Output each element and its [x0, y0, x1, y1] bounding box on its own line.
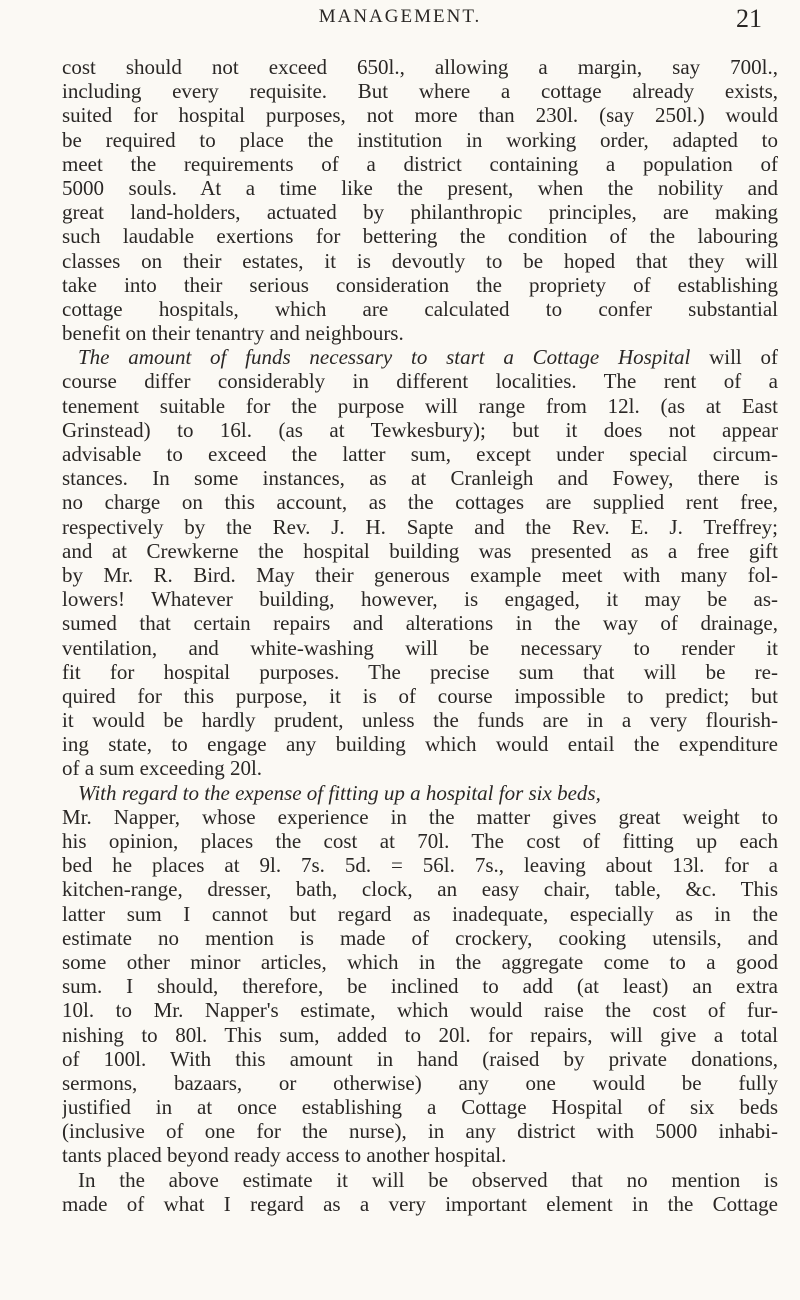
text-line: fit for hospital purposes. The precise sum that will be re-	[62, 659, 778, 684]
paragraph-cost-estimate	[62, 55, 778, 345]
text-line: by Mr. R. Bird. May their generous example meet with many fol-	[62, 562, 778, 587]
text-line: ventilation, and white-washing will be necessary to render it	[62, 635, 778, 660]
text-line: Grinstead) to 16l. (as at Tewkesbury); but it does not appear	[62, 417, 778, 442]
text-line: course differ considerably in different localities. The rent of a	[62, 369, 778, 394]
text-line: suited for hospital purposes, not more than 230l. (say 250l.) would	[62, 103, 778, 128]
lead-rest: will of	[690, 345, 778, 370]
text-line: bed he places at 9l. 7s. 5d. = 56l. 7s., leaving about 13l. for a	[62, 853, 778, 878]
italic-lead: The amount of funds necessary to start a Cottage Hospital	[78, 345, 691, 370]
text-line: respectively by the Rev. J. H. Sapte and the Rev. E. J. Treffrey;	[62, 514, 778, 539]
running-title: MANAGEMENT.	[318, 6, 482, 27]
text-line: no charge on this account, as the cottages are supplied rent free,	[62, 490, 778, 515]
text-line: (inclusive of one for the nurse), in any district with 5000 inhabi-	[62, 1119, 778, 1144]
text-line: cottage hospitals, which are calculated to confer substantial	[62, 296, 778, 321]
text-line: great land-holders, actuated by philanthropic principles, are making	[62, 200, 778, 225]
text-line: cost should not exceed 650l., allowing a margin, say 700l.,	[62, 55, 778, 79]
text-line: classes on their estates, it is devoutly to be hoped that they will	[62, 248, 778, 273]
text-line: 5000 souls. At a time like the present, when the nobility and	[62, 175, 778, 200]
text-line: be required to place the institution in working order, adapted to	[62, 127, 778, 152]
text-line: some other minor articles, which in the aggregate come to a good	[62, 949, 778, 974]
paragraph-above-estimate	[62, 1168, 778, 1216]
page-number: 21	[736, 4, 762, 33]
text-line: In the above estimate it will be observed that no mention is	[78, 1167, 778, 1192]
paragraph-fitting-expense	[62, 781, 778, 1168]
text-line: lowers! Whatever building, however, is engaged, it may be as-	[62, 587, 778, 612]
text-line: sum. I should, therefore, be inclined to add (at least) an extra	[62, 974, 778, 999]
text-line: estimate no mention is made of crockery, cooking utensils, and	[62, 925, 778, 950]
text-line: nishing to 80l. This sum, added to 20l. for repairs, will give a total	[62, 1022, 778, 1047]
text-line: Mr. Napper, whose experience in the matter gives great weight to	[62, 804, 778, 829]
text-line: and at Crewkerne the hospital building was presented as a free gift	[62, 538, 778, 563]
text-line: it would be hardly prudent, unless the funds are in a very flourish-	[62, 708, 778, 733]
paragraph-lead-line	[62, 781, 778, 805]
text-line: ing state, to engage any building which would entail the expenditure	[62, 732, 778, 757]
text-line: such laudable exertions for bettering the condition of the labouring	[62, 224, 778, 249]
text-line: meet the requirements of a district containing a population of	[62, 151, 778, 176]
paragraph-amount-of-funds	[62, 345, 778, 780]
paragraph-lead-line	[62, 345, 778, 369]
running-head	[0, 4, 800, 38]
text-line: advisable to exceed the latter sum, except under special circum-	[62, 442, 778, 466]
text-line: kitchen-range, dresser, bath, clock, an easy chair, table, &c. This	[62, 877, 778, 902]
text-line: benefit on their tenantry and neighbours.	[62, 321, 404, 346]
text-line: latter sum I cannot but regard as inadequate, especially as in the	[62, 901, 778, 926]
text-line: justified in at once establishing a Cottage Hospital of six beds	[62, 1095, 778, 1120]
text-line: sumed that certain repairs and alterations in the way of drainage,	[62, 611, 778, 636]
text-line: of 100l. With this amount in hand (raised by private donations,	[62, 1046, 778, 1071]
text-line: tants placed beyond ready access to another hospital.	[62, 1143, 507, 1168]
text-line: 10l. to Mr. Napper's estimate, which would raise the cost of fur-	[62, 998, 778, 1023]
text-line: quired for this purpose, it is of course impossible to predict; but	[62, 683, 778, 708]
text-line: including every requisite. But where a cottage already exists,	[62, 79, 778, 104]
body-text	[62, 55, 778, 1216]
text-line: of a sum exceeding 20l.	[62, 756, 263, 781]
text-line: sermons, bazaars, or otherwise) any one would be fully	[62, 1070, 778, 1095]
text-line: his opinion, places the cost at 70l. The cost of fitting up each	[62, 829, 778, 853]
text-line: tenement suitable for the purpose will range from 12l. (as at East	[62, 393, 778, 418]
text-line: take into their serious consideration the propriety of establishing	[62, 272, 778, 297]
text-line: made of what I regard as a very important element in the Cottage	[62, 1191, 778, 1216]
text-line: stances. In some instances, as at Cranleigh and Fowey, there is	[62, 466, 778, 491]
italic-lead: With regard to the expense of fitting up a hospital for six beds,	[78, 780, 601, 805]
